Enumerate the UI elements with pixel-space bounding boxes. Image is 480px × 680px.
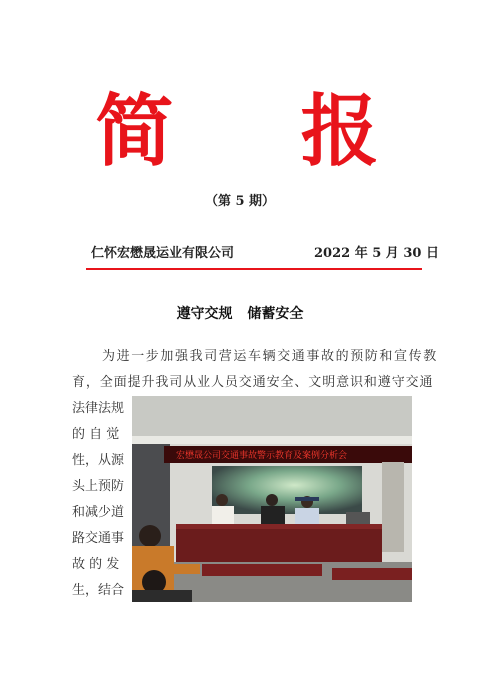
side-text-line: 法律法规 <box>72 401 125 416</box>
issue-number: （第 5 期） <box>204 194 276 209</box>
side-text-line: 头上预防 <box>72 479 125 494</box>
paragraph-line: 为进一步加强我司营运车辆交通事故的预防和宣传教 <box>102 349 438 364</box>
side-text-line: 和减少道 <box>72 505 125 520</box>
side-text-line: 生，结合 <box>72 583 125 598</box>
side-text-line: 性，从源 <box>72 453 125 468</box>
banner-text: 宏懋晟公司交通事故警示教育及案例分析会 <box>176 451 348 461</box>
report-title: 简 报 <box>95 87 429 177</box>
side-text-line: 的 自 觉 <box>72 427 120 442</box>
article-headline: 遵守交规 储蓄安全 <box>176 306 304 322</box>
meeting-photo <box>132 396 412 602</box>
report-date: 2022 年 5 月 30 日 <box>314 246 439 261</box>
paragraph-line: 育，全面提升我司从业人员交通安全、文明意识和遵守交通 <box>72 375 434 390</box>
company-name: 仁怀宏懋晟运业有限公司 <box>91 246 235 261</box>
side-text-line: 路交通事 <box>72 531 125 546</box>
side-text-line: 故 的 发 <box>72 557 120 572</box>
header-divider <box>86 268 422 270</box>
